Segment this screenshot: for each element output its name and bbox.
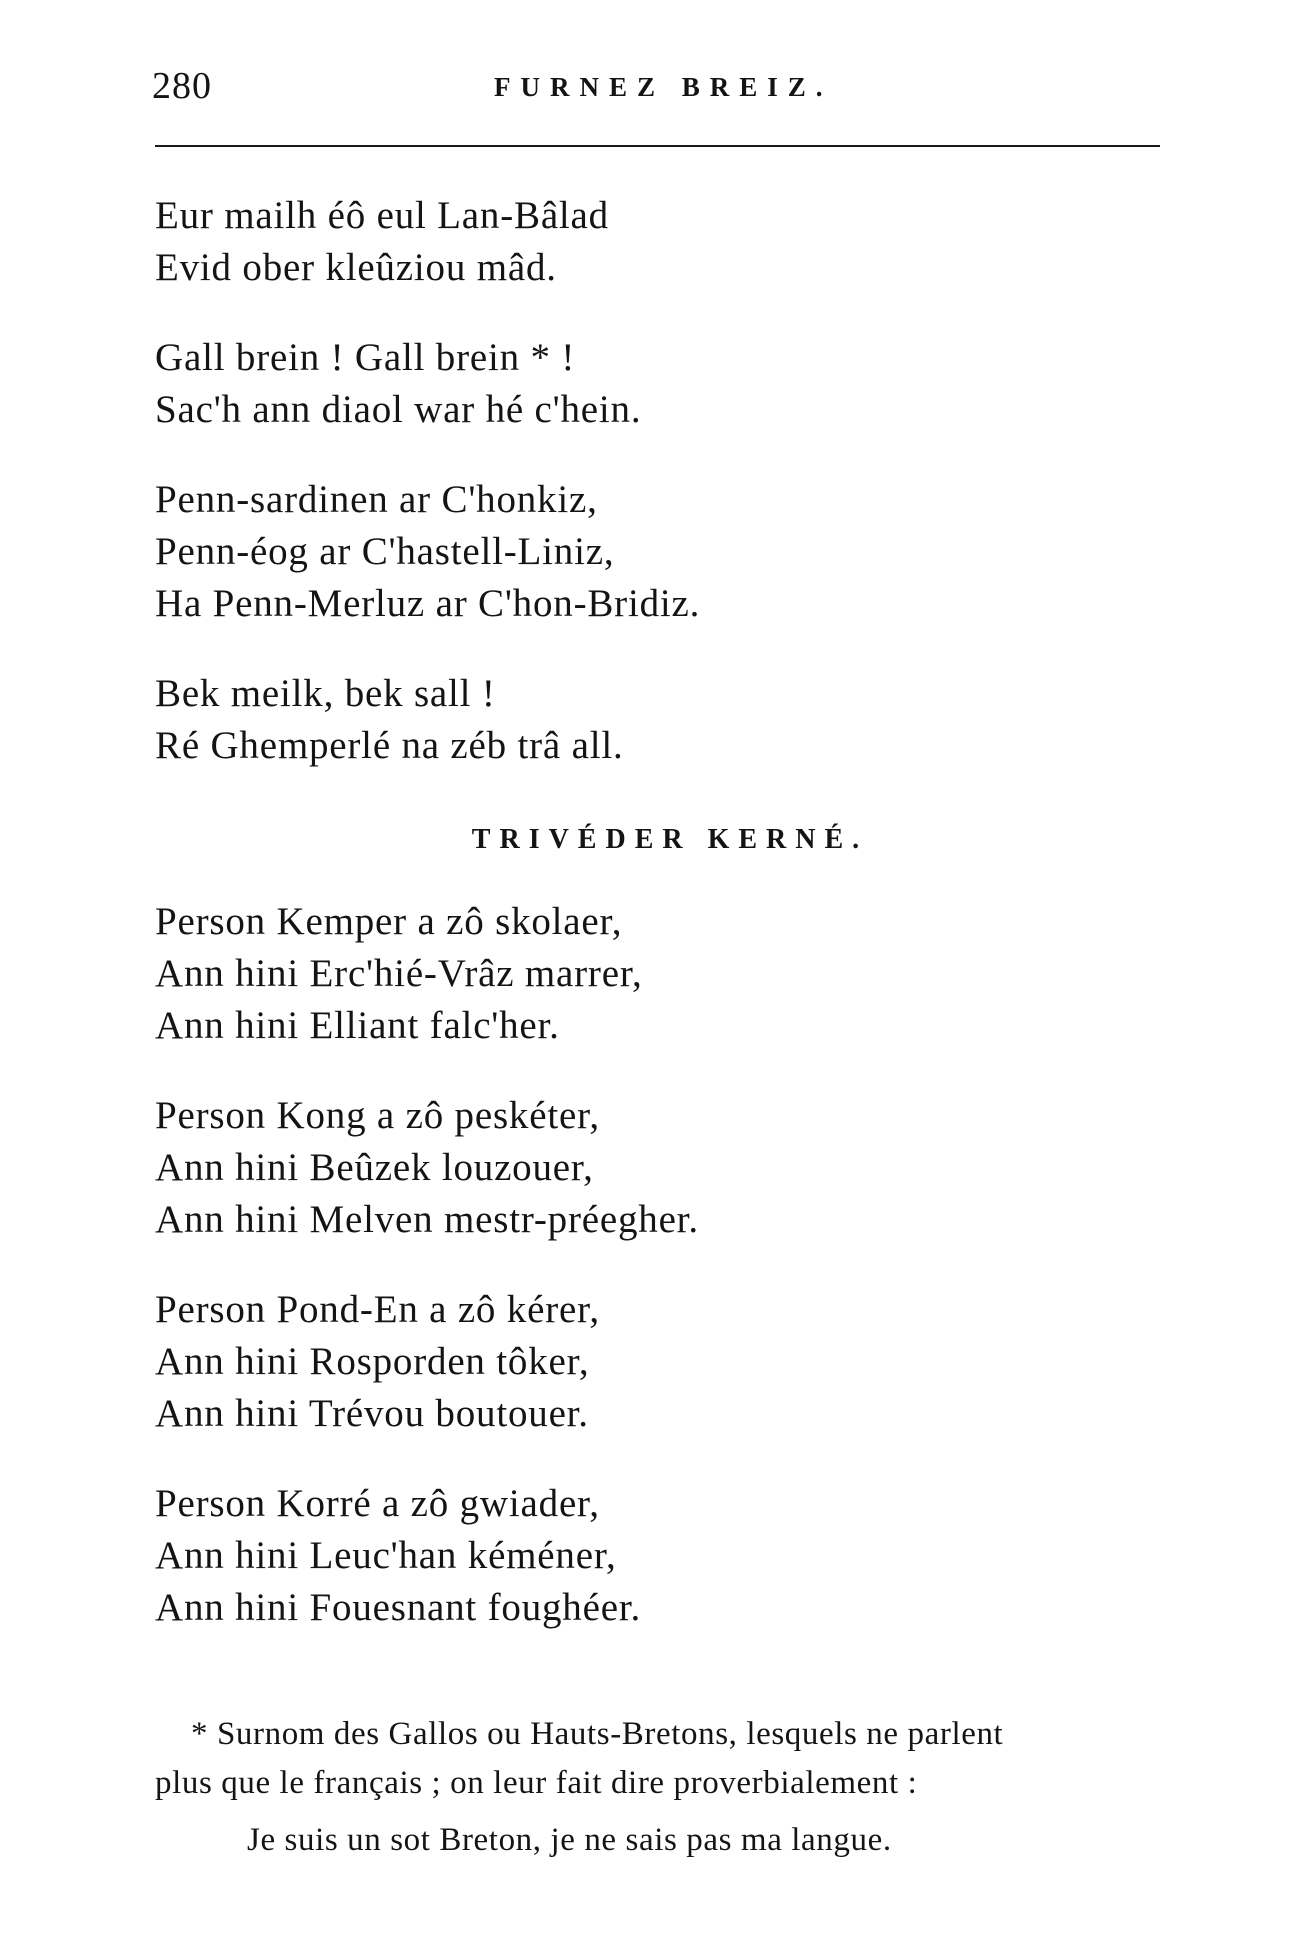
footnote (155, 1710, 1165, 1865)
footnote-quote: Je suis un sot Breton, je ne sais pas ma langue. (247, 1822, 892, 1858)
poem-body (155, 190, 1165, 1634)
verse-line: Person Korré a zô gwiader, (155, 1482, 600, 1525)
stanza (155, 896, 1165, 1052)
verse-line: Person Pond-En a zô kérer, (155, 1288, 600, 1331)
verse-line: Evid ober kleûziou mâd. (155, 246, 557, 289)
verse-line: Penn-sardinen ar C'honkiz, (155, 478, 598, 521)
verse-line: Person Kong a zô peskéter, (155, 1094, 600, 1137)
verse-line: Bek meilk, bek sall ! (155, 672, 496, 715)
verse-line: Person Kemper a zô skolaer, (155, 900, 623, 943)
verse-line: Ann hini Melven mestr-préegher. (155, 1198, 699, 1241)
verse-line: Eur mailh éô eul Lan-Bâlad (155, 194, 609, 237)
stanza (155, 190, 1165, 294)
verse-line: Ann hini Beûzek louzouer, (155, 1146, 594, 1189)
section-heading: TRIVÉDER KERNÉ. (471, 824, 869, 855)
verse-line: Ann hini Leuc'han kéméner, (155, 1534, 617, 1577)
verse-line: Ré Ghemperlé na zéb trâ all. (155, 724, 624, 767)
stanza (155, 1284, 1165, 1440)
stanza (155, 332, 1165, 436)
footnote-line: * Surnom des Gallos ou Hauts-Bretons, lesquels ne parlent (191, 1716, 1004, 1752)
verse-line: Ann hini Erc'hié-Vrâz marrer, (155, 952, 643, 995)
header-rule (155, 145, 1160, 147)
verse-line: Gall brein ! Gall brein * ! (155, 336, 576, 379)
verse-line: Ha Penn-Merluz ar C'hon-Bridiz. (155, 582, 701, 625)
verse-line: Sac'h ann diaol war hé c'hein. (155, 388, 642, 431)
verse-line: Ann hini Rosporden tôker, (155, 1340, 590, 1383)
stanza (155, 1090, 1165, 1246)
verse-line: Ann hini Fouesnant foughéer. (155, 1586, 642, 1629)
stanza (155, 474, 1165, 630)
page-header (152, 64, 1162, 114)
verse-line: Ann hini Elliant falc'her. (155, 1004, 560, 1047)
verse-line: Penn-éog ar C'hastell-Liniz, (155, 530, 615, 573)
footnote-line: plus que le français ; on leur fait dire proverbialement : (155, 1765, 918, 1801)
stanza (155, 668, 1165, 772)
stanza (155, 1478, 1165, 1634)
running-title: FURNEZ BREIZ. (494, 72, 833, 102)
verse-line: Ann hini Trévou boutouer. (155, 1392, 589, 1435)
page-number: 280 (152, 65, 212, 107)
